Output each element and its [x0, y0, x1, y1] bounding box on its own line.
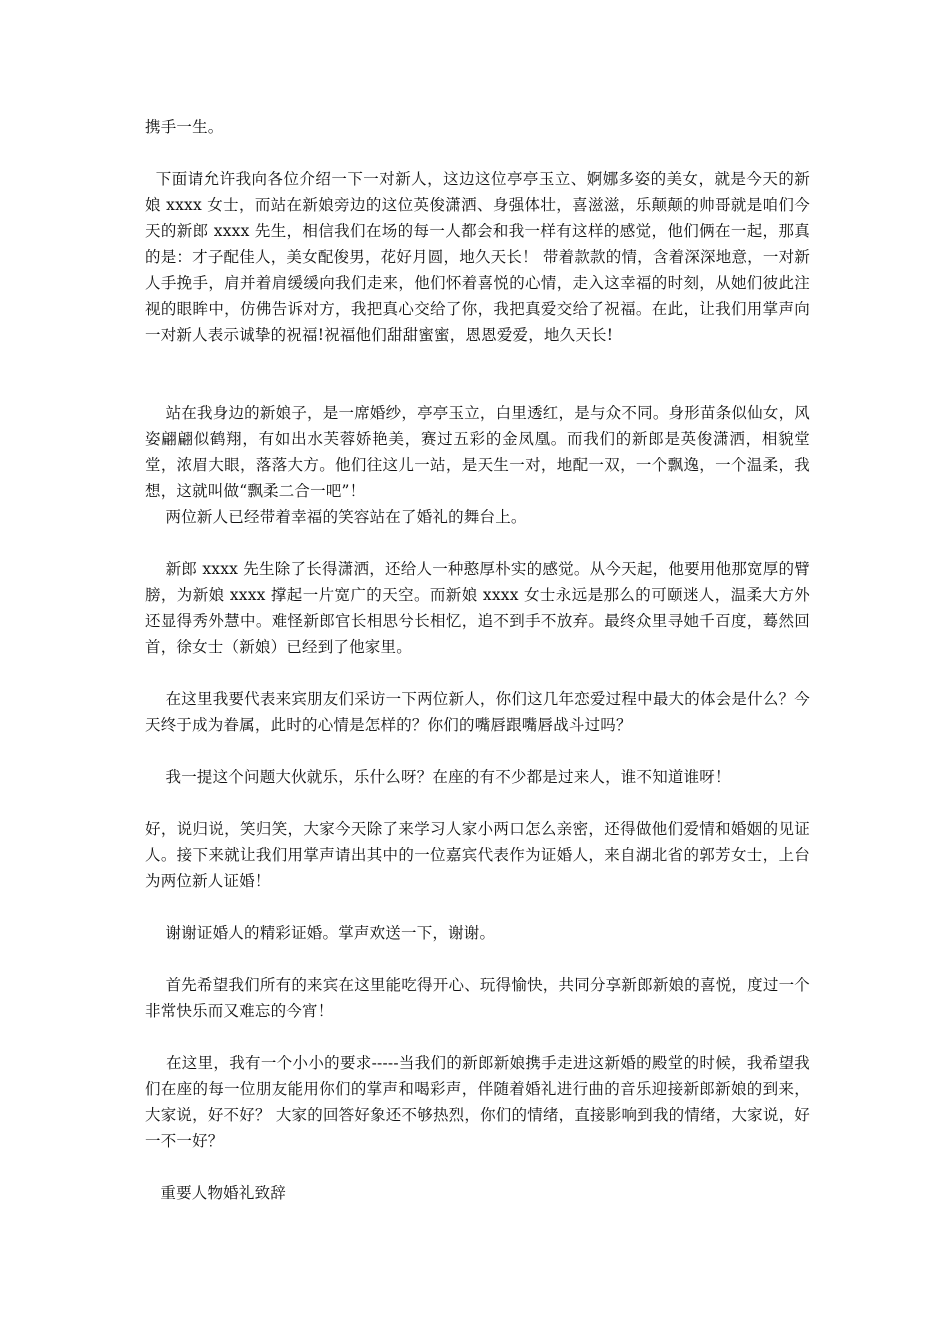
section-heading: 重要人物婚礼致辞: [145, 1184, 286, 1202]
paragraph-9: 谢谢证婚人的精彩证婚。掌声欢送一下，谢谢。: [145, 924, 496, 942]
paragraph-10: 首先希望我们所有的来宾在这里能吃得开心、玩得愉快，共同分享新郎新娘的喜悦，度过一个非常快乐而又难忘的今宵！: [145, 976, 810, 1020]
paragraph-5: 新郎 xxxx 先生除了长得潇洒，还给人一种憨厚朴实的感觉。从今天起，他要用他那宽厚的臂膀，为新娘 xxxx 撑起一片宽广的天空。而新娘 xxxx 女士永远是那么的可颐迷人，温柔大方外还显得秀外慧中。难怪新郎官长相思兮长相忆，追不到手不放弃。最终众里寻她千百度，蓦然回首，徐女士（新娘）已经到了他家里。: [145, 560, 810, 656]
paragraph-8: 好，说归说，笑归笑，大家今天除了来学习人家小两口怎么亲密，还得做他们爱情和婚姻的见证人。接下来就让我们用掌声请出其中的一位嘉宾代表作为证婚人，来自湖北省的郭芳女士，上台为两位新人证婚！: [145, 820, 810, 890]
paragraph-4: 两位新人已经带着幸福的笑容站在了婚礼的舞台上。: [145, 508, 527, 526]
paragraph-1: 携手一生。: [145, 118, 224, 136]
paragraph-2: 下面请允许我向各位介绍一下一对新人，这边这位亭亭玉立、婀娜多姿的美女，就是今天的新娘 xxxx 女士，而站在新娘旁边的这位英俊潇洒、身强体壮，喜滋滋，乐颠颠的帅哥就是咱们今天的新郎 xxxx 先生，相信我们在场的每一人都会和我一样有这样的感觉，他们俩在一起，那真的是：才子配佳人，美女配俊男，花好月圆，地久天长！ 带着款款的情，含着深深地意，一对新人手挽手，肩并着肩缓缓向我们走来，他们怀着喜悦的心情，走入这幸福的时刻，从她们彼此注视的眼眸中，仿佛告诉对方，我把真心交给了你，我把真爱交给了祝福。在此，让我们用掌声向一对新人表示诚挚的祝福!祝福他们甜甜蜜蜜，恩恩爱爱，地久天长!: [145, 170, 810, 344]
paragraph-7: 我一提这个问题大伙就乐，乐什么呀？在座的有不少都是过来人，谁不知道谁呀！: [145, 768, 731, 786]
paragraph-6: 在这里我要代表来宾朋友们采访一下两位新人，你们这几年恋爱过程中最大的体会是什么？今天终于成为眷属，此时的心情是怎样的？你们的嘴唇跟嘴唇战斗过吗？: [145, 690, 810, 734]
paragraph-3: 站在我身边的新娘子，是一席婚纱，亭亭玉立，白里透红，是与众不同。身形苗条似仙女，风姿翩翩似鹤翔，有如出水芙蓉娇艳美，赛过五彩的金凤凰。而我们的新郎是英俊潇洒，相貌堂堂，浓眉大眼，落落大方。他们往这儿一站，是天生一对，地配一双，一个飘逸，一个温柔，我想，这就叫做“飘柔二合一吧”！: [145, 404, 810, 500]
paragraph-11: 在这里，我有一个小小的要求-----当我们的新郎新娘携手走进这新婚的殿堂的时候，我希望我们在座的每一位朋友能用你们的掌声和喝彩声，伴随着婚礼进行曲的音乐迎接新郎新娘的到来，大家说，好不好？ 大家的回答好象还不够热烈，你们的情绪，直接影响到我的情绪，大家说，好一不一好？: [145, 1054, 810, 1150]
